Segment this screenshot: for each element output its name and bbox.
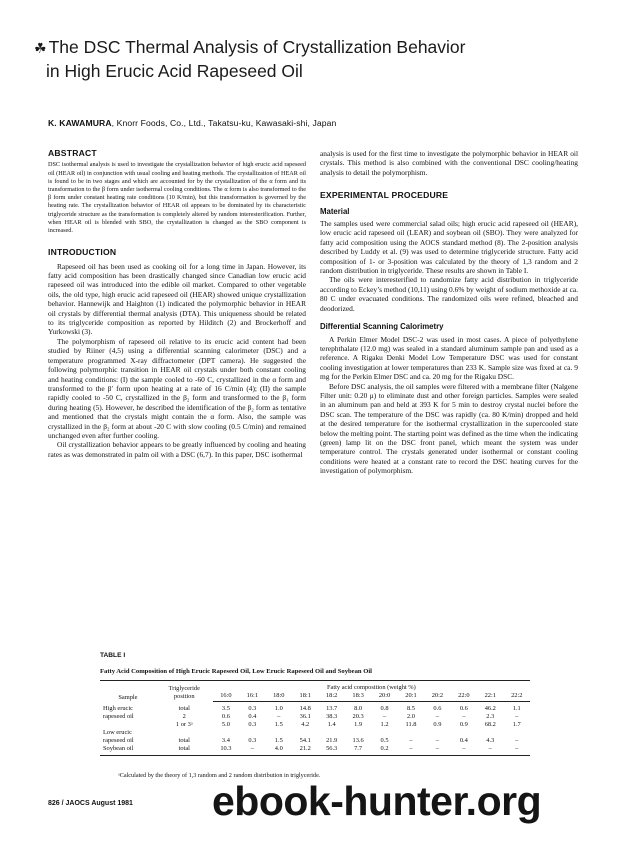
table-row: [100, 702, 530, 714]
col-sample: Sample: [118, 693, 138, 701]
cell-value: –: [435, 737, 439, 744]
watermark-text: ebook-hunter.org: [212, 778, 542, 824]
cell-value: [451, 729, 477, 737]
acid-header-22-2: 22:2: [504, 692, 531, 702]
cell-value: 0.3: [248, 721, 257, 728]
col-position: Triglyceride position: [168, 684, 200, 700]
intro-paragraph-1: Rapeseed oil has been used as cooking oil for a long time in Japan. However, its fatty acid composition has been drastically changed since Canadian low erucic acid rapeseed oil was introduced into the edible oil market. Compared to other vegetable oils, the old type, high erucic acid rapeseed oil (HEAR) showed unique crystallization behavior. Hannewijk and Haighton (1) indicated the polymorphic behavior in HEAR oil crystals by differential thermal analysis (DTA). This uniqueness should be related to its triglyceride composition as reported by Hilditch (2) and Brockerhoff and Yurkowski (3).: [48, 261, 306, 337]
acid-header-16-0: 16:0: [213, 692, 239, 702]
cell-value: 1.5: [274, 721, 283, 728]
acid-header-20-0: 20:0: [371, 692, 397, 702]
cell-sample: rapeseed oil: [103, 737, 134, 744]
cell-position: total: [156, 745, 213, 756]
cell-value: 11.8: [405, 721, 417, 728]
cell-value: –: [515, 713, 519, 720]
author-name: K. KAWAMURA: [48, 118, 112, 128]
cell-value: 21.2: [292, 745, 318, 756]
cell-value: –: [477, 745, 503, 756]
table-body: [100, 702, 530, 756]
cell-value: 68.2: [484, 721, 496, 728]
cell-value: 0.3: [248, 737, 257, 744]
cell-value: 54.1: [299, 737, 311, 744]
cell-value: –: [462, 713, 466, 720]
cell-sample: Low erucic: [103, 729, 132, 736]
author-affiliation: , Knorr Foods, Co., Ltd., Takatsu-ku, Kawasaki-shi, Japan: [111, 118, 337, 128]
cell-value: [424, 729, 450, 737]
table-row: [100, 737, 530, 745]
cell-value: 5.0: [221, 721, 230, 728]
cell-position: total: [178, 704, 190, 712]
introduction-heading: INTRODUCTION: [48, 247, 117, 258]
cell-value: 0.4: [248, 713, 257, 720]
title-line-1: The DSC Thermal Analysis of Crystallization Behavior: [48, 37, 466, 57]
cell-value: 0.6: [459, 705, 468, 712]
cell-value: 46.2: [484, 705, 496, 712]
right-column: [320, 149, 578, 476]
cell-value: 4.0: [266, 745, 292, 756]
table-row: [100, 729, 530, 737]
table-row: [100, 745, 530, 756]
cell-value: –: [239, 745, 265, 756]
cell-sample: [100, 721, 156, 729]
cell-value: 0.4: [459, 737, 468, 744]
abstract-heading: ABSTRACT: [48, 148, 97, 158]
cell-value: 0.6: [221, 713, 230, 720]
cell-value: 1.7: [512, 721, 521, 728]
cell-value: 1.0: [274, 705, 283, 712]
cell-value: 1.5: [274, 737, 283, 744]
article-title: [34, 36, 594, 83]
fatty-acid-table: [100, 680, 530, 756]
cell-value: –: [424, 745, 450, 756]
acid-header-18-0: 18:0: [266, 692, 292, 702]
cell-value: 0.8: [380, 705, 389, 712]
cell-position: [156, 729, 213, 737]
cell-value: –: [277, 713, 281, 720]
cell-value: 36.1: [299, 713, 311, 720]
cell-value: 2.0: [406, 713, 415, 720]
cell-value: 1.2: [380, 721, 389, 728]
cell-value: 13.7: [326, 705, 338, 712]
material-paragraph-2: The oils were interesterified to randomize fatty acid distribution in triglyceride according to Eckey’s method (10,11) using 0.6% by weight of sodium methoxide at ca. 80 C under evacuated conditions. The randomized oils were refined, bleached and deodorized.: [320, 275, 578, 313]
cell-value: 4.3: [486, 737, 495, 744]
cell-value: 38.3: [326, 713, 338, 720]
cell-value: –: [398, 745, 424, 756]
experimental-heading: EXPERIMENTAL PROCEDURE: [320, 190, 449, 201]
cell-value: 3.5: [221, 705, 230, 712]
table-row: [100, 713, 530, 721]
cell-value: 10.3: [213, 745, 239, 756]
table-label: TABLE I: [100, 652, 126, 659]
cell-value: [318, 729, 344, 737]
acid-header-22-0: 22:0: [451, 692, 477, 702]
dsc-paragraph-1: A Perkin Elmer Model DSC-2 was used in most cases. A piece of polyethylene terephthalate (12.0 mg) was sealed in a standard aluminum sample pan and used as a reference. A Rigaku Denki Model Low Temperature DSC was used for constant cooling investigation at lower temperatures than 233 K. Sample size was fixed at ca. 9 mg for the Perkin Elmer DSC and ca. 20 mg for the Rigaku DSC.: [320, 334, 578, 382]
abstract-text: DSC isothermal analysis is used to investigate the crystallization behavior of high erucic acid rapeseed oil (HEAR oil) in conjunction with usual cooling and heating methods. The crystallization of HEAR oil is found to be in two stages and which are accounted for by the crystallization of the α form and its transformation to the β form under isothermal cooling conditions. The α form is also transformed to the β form under constant heating rate conditions (10 K/min), but this transformation is governed by the heating rate. The crystallization behavior of HEAR oil appears to be dominated by its characteristic triglyceride structure as the transformation is completely altered by random interesterification. Further, when HEAR oil is blended with SBO, the crystallization is changed as the SBO component is increased.: [48, 161, 306, 235]
cell-value: 0.9: [433, 721, 442, 728]
cell-value: [292, 729, 318, 737]
cell-value: 1.1: [512, 705, 521, 712]
acid-header-20-1: 20:1: [398, 692, 424, 702]
cell-value: 13.6: [352, 737, 364, 744]
cell-value: 21.9: [326, 737, 338, 744]
intro-paragraph-2: The polymorphism of rapeseed oil relative to its erucic acid content had been studied by Riiner (4,5) using a differential scanning calorimeter (DSC) and a temperature programmed X-ray diffractometer (DPT camera). He suggested the following polymorphic transition in HEAR oil crystals under both constant cooling and heating conditions: (I) the sample cooled to -60 C, crystallized in the α form and transformed to the β′ form upon heating at a rate of 16 C/min (4); (II) the sample rapidly cooled to -50 C, crystallized in the β₂ form and transformed to the β₁ form during heating (5). However, he described the identification of the β₂ form as tentative and mentioned that the crystals might contain the α form. Also, the sample was crystallized in the β₂ form at about -20 C with slow cooling (0.5 C/min) and remained unchanged even after further cooling.: [48, 336, 306, 440]
cell-value: 56.3: [318, 745, 344, 756]
cell-value: [504, 729, 531, 737]
right-top-paragraph: analysis is used for the first time to investigate the polymorphic behavior in HEAR oil crystals. This method is also combined with the conventional DSC cooling/heating analysis to detail the polymorphism.: [320, 149, 578, 177]
table-caption: Fatty Acid Composition of High Erucic Rapeseed Oil, Low Erucic Rapeseed Oil and Soybean Oil: [100, 668, 373, 675]
cell-value: [213, 729, 239, 737]
title-line-2: in High Erucic Acid Rapeseed Oil: [46, 61, 303, 81]
acid-header-18-3: 18:3: [345, 692, 371, 702]
cell-value: 0.5: [380, 737, 389, 744]
flower-mark-icon: ☘: [34, 40, 47, 56]
acid-header-22-1: 22:1: [477, 692, 503, 702]
page-footer: 826 / JAOCS August 1981: [48, 800, 133, 807]
cell-value: 0.9: [459, 721, 468, 728]
cell-value: [398, 729, 424, 737]
cell-value: –: [409, 737, 413, 744]
cell-value: 14.8: [299, 705, 311, 712]
material-paragraph-1: The samples used were commercial salad oils; high erucic acid rapeseed oil (HEAR), low erucic acid rapeseed oil (LEAR) and soybean oil (SBO). They were analyzed for fatty acid composition using the AOCS standard method (8). The 2-position analysis described by Luddy et al. (9) was used to determine triglyceride structure. Fatty acid composition of 1- or 3-position was calculated by the theory of 1,3 random and 2 random distribution in triglyceride. These results are shown in Table I.: [320, 219, 578, 276]
col-group-header: Fatty acid composition (weight %): [326, 684, 416, 691]
cell-sample: rapeseed oil: [103, 713, 134, 720]
cell-value: [371, 729, 397, 737]
table-row: [100, 721, 530, 729]
dsc-paragraph-2: Before DSC analysis, the oil samples were filtered with a membrane filter (Nalgene Filter unit: 0.20 μ) to eliminate dust and other foreign particles. Samples were sealed in an aluminum pan and held at 393 K for 5 min to destroy crystal nuclei before the DSC scan. The temperature of the DSC was rapidly (ca. 80 K/min) dropped and held at the desired temperature for the isothermal crystallization in the supercooled state below the melting point. The starting point was defined as the time when the indicating (green) lamp lit on the DSC front panel, which meant the system was under temperature control. The crystals generated under isothermal or constant cooling conditions were heated at a constant rate to record the DSC heating curves for the investigation of polymorphism.: [320, 381, 578, 476]
cell-value: –: [504, 745, 531, 756]
left-column: [48, 149, 306, 459]
cell-value: 1.4: [327, 721, 336, 728]
table-footnote: ᵃCalculated by the theory of 1,3 random and 2 random distribution in triglyceride.: [118, 772, 321, 779]
intro-paragraph-3: Oil crystallization behavior appears to be greatly influenced by cooling and heating rates as was demonstrated in palm oil with a DSC (6,7). In this paper, DSC isothermal: [48, 440, 306, 459]
cell-value: 8.0: [354, 705, 363, 712]
cell-sample: High erucic: [103, 704, 133, 712]
table-1: [100, 652, 535, 756]
material-heading: Material: [320, 206, 350, 216]
dsc-heading: Differential Scanning Calorimetry: [320, 322, 444, 332]
cell-value: 4.2: [301, 721, 310, 728]
cell-position: 1 or 3ᵃ: [175, 721, 193, 728]
cell-position: 2: [182, 713, 186, 720]
cell-value: –: [515, 737, 519, 744]
cell-position: total: [178, 737, 190, 744]
acid-header-18-1: 18:1: [292, 692, 318, 702]
acid-header-20-2: 20:2: [424, 692, 450, 702]
cell-value: –: [382, 713, 387, 720]
cell-value: 7.7: [345, 745, 371, 756]
author-line: [48, 118, 588, 128]
cell-value: 0.3: [248, 705, 257, 712]
cell-value: [345, 729, 371, 737]
cell-value: 0.2: [371, 745, 397, 756]
cell-value: 8.5: [406, 705, 415, 712]
cell-value: 20.3: [352, 713, 364, 720]
cell-value: 3.4: [221, 737, 230, 744]
cell-value: 1.9: [354, 721, 363, 728]
cell-value: 2.3: [486, 713, 495, 720]
cell-sample: Soybean oil: [100, 745, 156, 756]
cell-value: [477, 729, 503, 737]
acid-header-18-2: 18:2: [318, 692, 344, 702]
acid-header-16-1: 16:1: [239, 692, 265, 702]
cell-value: –: [451, 745, 477, 756]
cell-value: 0.6: [433, 705, 442, 712]
cell-value: [239, 729, 265, 737]
cell-value: –: [435, 713, 439, 720]
cell-value: [266, 729, 292, 737]
